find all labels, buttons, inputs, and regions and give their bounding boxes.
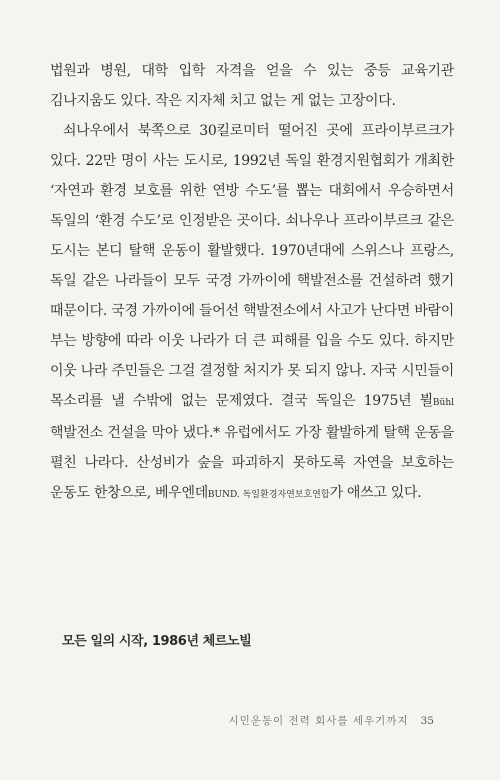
annotation-buhl: Bühl (432, 398, 454, 408)
paragraph-2-text-b: 핵발전소 건설을 막아 냈다.* 유럽에서도 가장 활발하게 탈핵 운동을 펼친 나라다. 산성비가 숲을 파괴하지 못하도록 자연을 보호하는 운동도 한창으로, 베우엔데 (50, 425, 454, 501)
paragraph-2-text-a: 쇠나우에서 북쪽으로 30킬로미터 떨어진 곳에 프라이부르크가 있다. 22만 명이 사는 도시로, 1992년 독일 환경지원협회가 개최한 ‘자연과 환경 보호를 위한 연방 수도’를 뽑는 대회에서 우승하면서 독일의 ‘환경 수도’로 인정받은 곳이다. 쇠나우나 프라이부르크 같은 도시는 본디 탈핵 운동이 활발했다. 1970년대에 스위스나 프랑스, 독일 같은 나라들이 모두 국경 가까이에 핵발전소를 건설하려 했기 때문이다. 국경 가까이에 들어선 핵발전소에서 사고가 난다면 바람이 부는 방향에 따라 이웃 나라가 더 큰 피해를 입을 수도 있다. 하지만 이웃 나라 주민들은 그걸 결정할 처지가 못 되지 않나. 자국 시민들이 목소리를 낼 수밖에 없는 문제였다. 결국 독일은 1975년 뷜 (50, 123, 454, 409)
section-heading: 모든 일의 시작, 1986년 체르노빌 (62, 634, 252, 649)
page-footer (228, 713, 434, 728)
running-title: 시민운동이 전력 회사를 세우기까지 (228, 715, 409, 727)
page-number: 35 (420, 715, 434, 727)
body-paragraph-2 (50, 116, 454, 510)
annotation-bund: BUND. 독일환경자연보호연합 (207, 490, 330, 500)
paragraph-2-text-c: 가 애쓰고 있다. (329, 485, 422, 501)
body-paragraph-1: 법원과 병원, 대학 입학 자격을 얻을 수 있는 중등 교육기관 김나지움도 있다. 작은 지자체 치고 없는 게 없는 고장이다. (50, 63, 454, 109)
